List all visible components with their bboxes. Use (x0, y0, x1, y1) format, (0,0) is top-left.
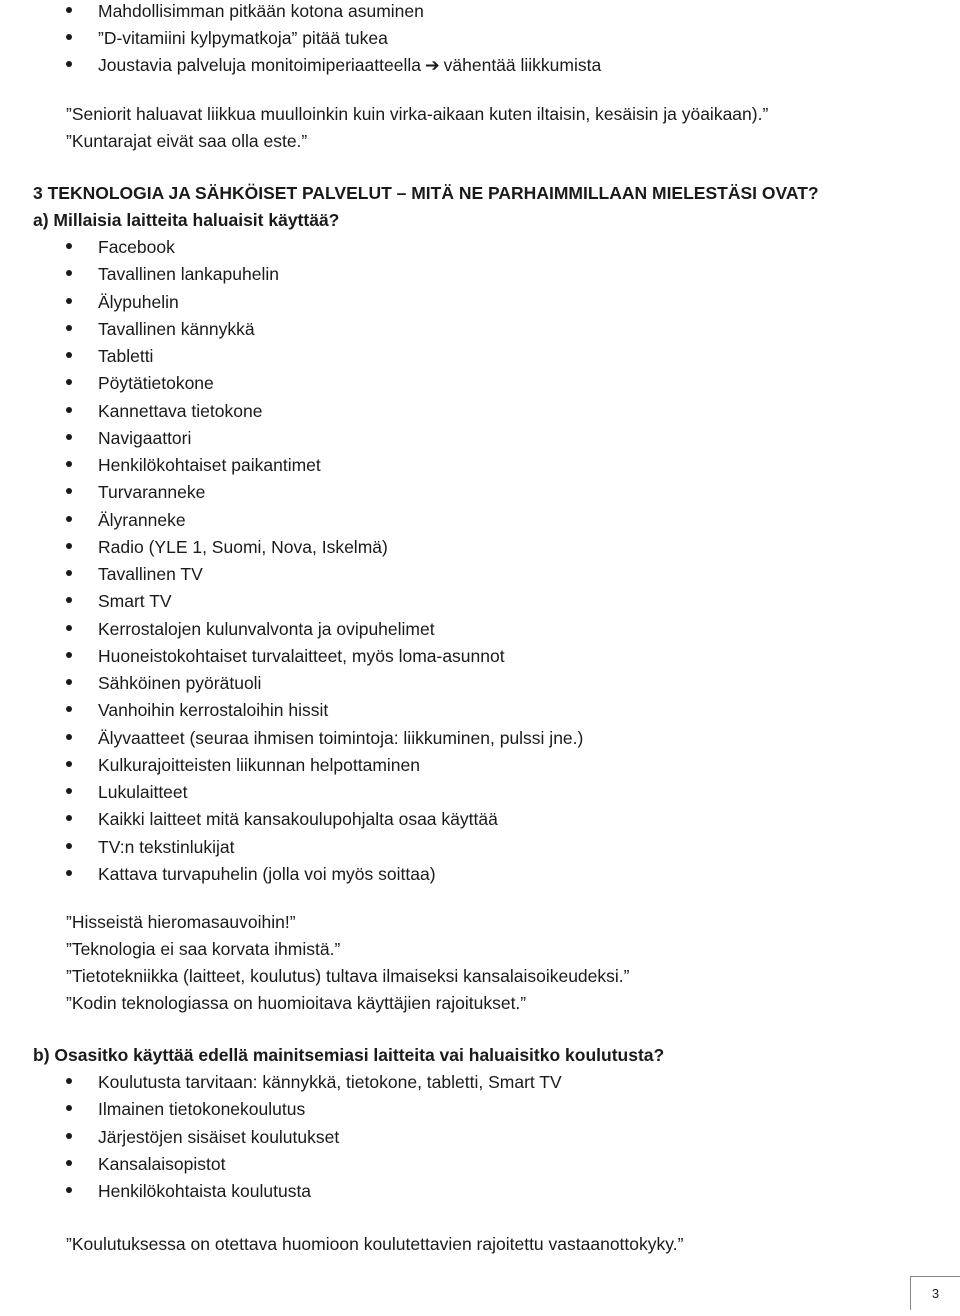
bullet-icon (66, 543, 72, 549)
question-b: b) Osasitko käyttää edellä mainitsemiasi laitteita vai haluaisitko koulutusta? (33, 1045, 665, 1065)
list-item: Sähköinen pyörätuoli (98, 673, 262, 693)
list-item: Tavallinen TV (98, 564, 203, 584)
list-item: Huoneistokohtaiset turvalaitteet, myös loma-asunnot (98, 645, 505, 666)
list-item-with-arrow (98, 54, 601, 76)
bullet-icon (66, 434, 72, 440)
quote: ”Kuntarajat eivät saa olla este.” (66, 131, 308, 151)
bullet-icon (66, 488, 72, 494)
bullet-icon (66, 870, 72, 876)
page-number: 3 (910, 1276, 960, 1310)
list-item: Kulkurajoitteisten liikunnan helpottaminen (98, 754, 421, 775)
bullet-icon (66, 788, 72, 794)
bullet-icon (66, 1133, 72, 1139)
list-item: Mahdollisimman pitkään kotona asuminen (98, 1, 424, 21)
bullet-icon (66, 516, 72, 522)
quote: ”Hisseistä hieromasauvoihin!” (66, 912, 296, 932)
list-item: Tavallinen lankapuhelin (98, 264, 279, 285)
quote: ”Tietotekniikka (laitteet, koulutus) tultava ilmaiseksi kansalaisoikeudeksi.” (66, 966, 630, 986)
bullet-icon (66, 243, 72, 249)
bullet-icon (66, 379, 72, 385)
list-item: Navigaattori (98, 427, 192, 448)
list-item: Ilmainen tietokonekoulutus (98, 1099, 306, 1120)
list-item: Kerrostalojen kulunvalvonta ja ovipuhelimet (98, 618, 435, 639)
list-item: Järjestöjen sisäiset koulutukset (98, 1126, 340, 1147)
bullet-icon (66, 1105, 72, 1111)
list-item: Smart TV (98, 591, 172, 612)
bullet-icon (66, 1078, 72, 1084)
list-item: Henkilökohtaiset paikantimet (98, 455, 321, 475)
right-arrow-icon: ➔ (424, 55, 440, 75)
quote: ”Seniorit haluavat liikkua muulloinkin kuin virka-aikaan kuten iltaisin, kesäisin ja yöaikaan).” (66, 104, 769, 124)
list-item: Koulutusta tarvitaan: kännykkä, tietokone, tabletti, Smart TV (98, 1072, 562, 1092)
question-a: a) Millaisia laitteita haluaisit käyttää? (33, 210, 340, 230)
bullet-icon (66, 652, 72, 658)
quote: ”Teknologia ei saa korvata ihmistä.” (66, 939, 341, 959)
bullet-icon (66, 270, 72, 276)
list-item: Pöytätietokone (98, 373, 214, 394)
list-item: Tavallinen kännykkä (98, 318, 255, 339)
list-item: TV:n tekstinlukijat (98, 836, 235, 857)
list-item: Kannettava tietokone (98, 400, 263, 421)
bullet-icon (66, 625, 72, 631)
bullet-icon (66, 298, 72, 304)
bullet-icon (66, 34, 72, 40)
bullet-icon (66, 679, 72, 685)
list-item: Kattava turvapuhelin (jolla voi myös soittaa) (98, 863, 436, 884)
list-item: ”D-vitamiini kylpymatkoja” pitää tukea (98, 28, 388, 48)
list-item: Kansalaisopistot (98, 1153, 226, 1174)
bullet-icon (66, 570, 72, 576)
list-item: Älyranneke (98, 509, 186, 530)
bullet-icon (66, 706, 72, 712)
bullet-icon (66, 761, 72, 767)
bullet-icon (66, 352, 72, 358)
bullet-icon (66, 61, 72, 67)
list-item: Vanhoihin kerrostaloihin hissit (98, 700, 329, 721)
bullet-icon (66, 407, 72, 413)
list-item: Facebook (98, 237, 175, 257)
list-item-text: Joustavia palveluja monitoimiperiaatteella (98, 55, 421, 75)
bullet-icon (66, 461, 72, 467)
list-item: Kaikki laitteet mitä kansakoulupohjalta osaa käyttää (98, 809, 498, 830)
quote: ”Koulutuksessa on otettava huomioon koulutettavien rajoitettu vastaanottokyky.” (66, 1234, 684, 1254)
quote: ”Kodin teknologiassa on huomioitava käyttäjien rajoitukset.” (66, 993, 527, 1013)
list-item: Turvaranneke (98, 482, 206, 503)
bullet-icon (66, 597, 72, 603)
list-item: Älypuhelin (98, 291, 179, 312)
bullet-icon (66, 1187, 72, 1193)
list-item: Tabletti (98, 346, 154, 366)
section-heading: 3 TEKNOLOGIA JA SÄHKÖISET PALVELUT – MITÄ NE PARHAIMMILLAAN MIELESTÄSI OVAT? (33, 183, 819, 203)
bullet-icon (66, 1160, 72, 1166)
list-item: Henkilökohtaista koulutusta (98, 1181, 312, 1201)
bullet-icon (66, 843, 72, 849)
bullet-icon (66, 734, 72, 740)
list-item: Lukulaitteet (98, 782, 188, 802)
bullet-icon (66, 815, 72, 821)
list-item: Älyvaatteet (seuraa ihmisen toimintoja: liikkuminen, pulssi jne.) (98, 727, 584, 748)
bullet-icon (66, 325, 72, 331)
arrow-result-text: vähentää liikkumista (443, 55, 602, 75)
bullet-icon (66, 7, 72, 13)
list-item: Radio (YLE 1, Suomi, Nova, Iskelmä) (98, 536, 388, 557)
